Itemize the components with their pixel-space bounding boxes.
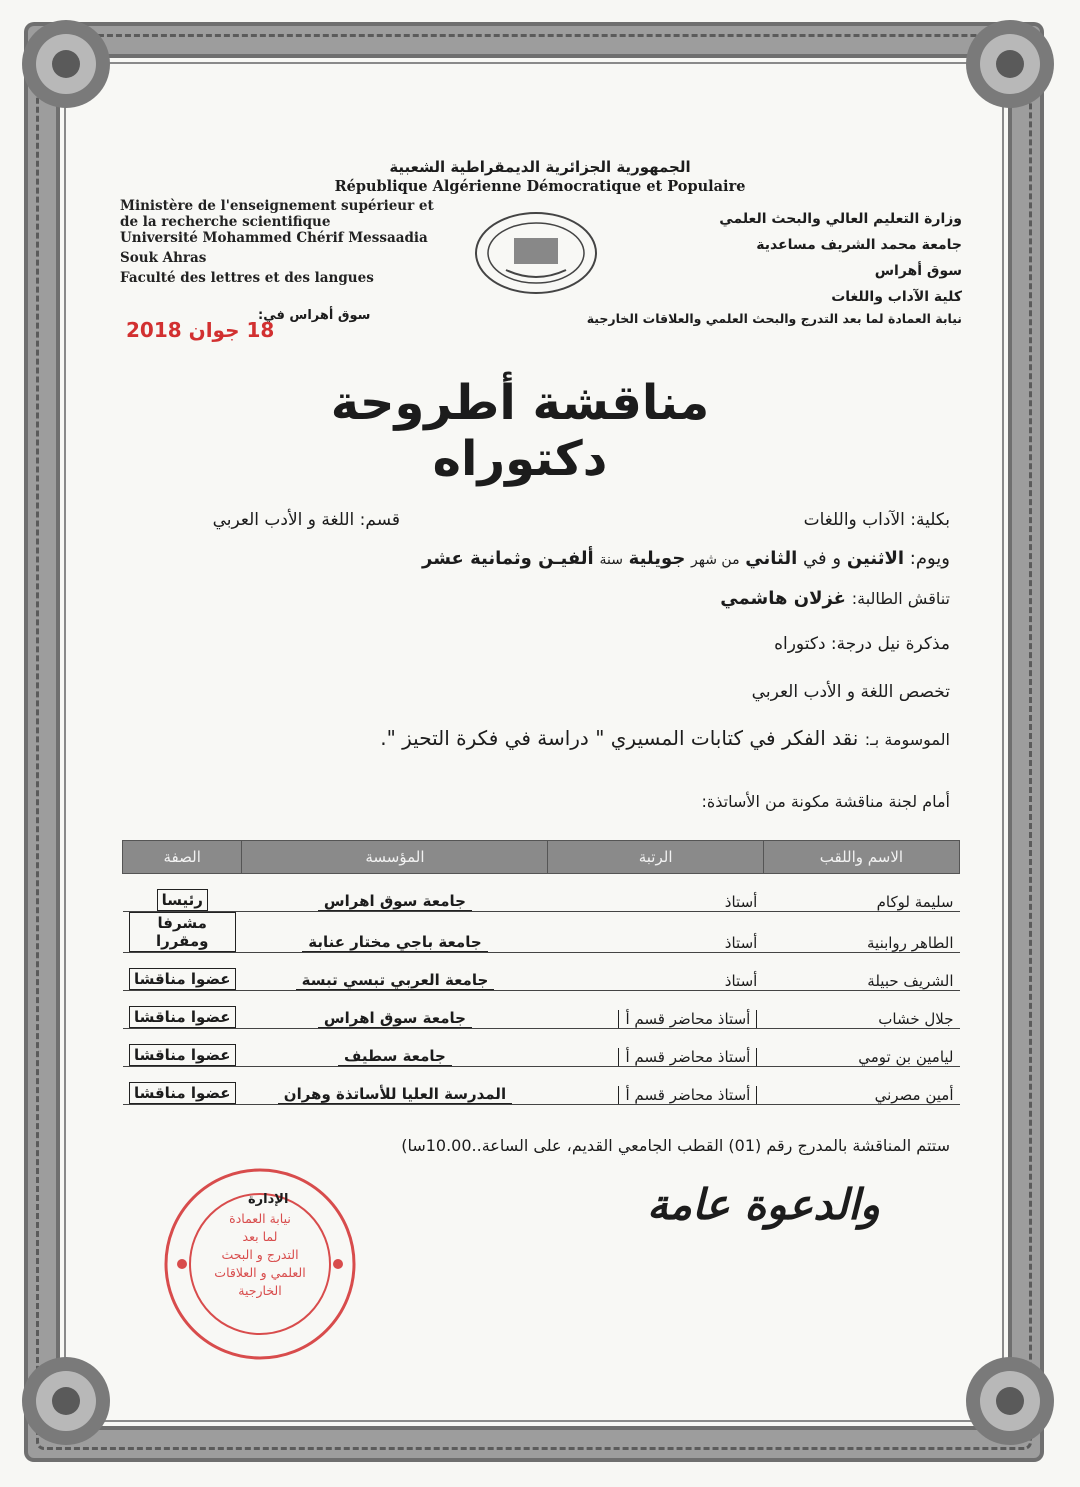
- header-line: كلية الآداب واللغات: [831, 289, 962, 305]
- month: جويلية: [628, 548, 686, 569]
- header-line: Faculté des lettres et des langues: [120, 270, 374, 286]
- faculty-line: بكلية: الآداب واللغات: [803, 510, 950, 530]
- member-rank: أستاذ: [548, 874, 763, 912]
- member-role: [123, 991, 242, 1029]
- institution-text: جامعة سوق اهراس: [318, 1009, 472, 1028]
- year: ألفيـن وثمانية عشر: [422, 548, 594, 569]
- table-row: [123, 912, 960, 953]
- year-prefix: سنة: [599, 552, 623, 568]
- table-row: [123, 991, 960, 1029]
- header-line: جامعة محمد الشريف مساعدية: [756, 237, 962, 253]
- member-name: جلال خشاب: [763, 991, 959, 1029]
- member-rank: [548, 1029, 763, 1067]
- frame-corner-ornament: [6, 4, 126, 124]
- stamp-text: [190, 1210, 330, 1300]
- role-text: عضوا مناقشا: [129, 1082, 236, 1104]
- defense-date-line: [190, 548, 950, 569]
- stamp-line: لما بعد: [242, 1229, 278, 1244]
- role-text: عضوا مناقشا: [129, 968, 236, 990]
- student-label: تناقش الطالبة:: [851, 589, 950, 608]
- member-role: [123, 874, 242, 912]
- month-prefix: من شهر: [691, 552, 740, 568]
- day-ordinal: الثاني: [745, 548, 798, 569]
- day: الاثنين: [846, 548, 905, 569]
- day-prefix: ويوم:: [909, 548, 950, 569]
- column-header: الاسم واللقب: [763, 841, 959, 874]
- degree-line: مذكرة نيل درجة: دكتوراه: [774, 634, 950, 654]
- thesis-label: الموسومة بـ:: [864, 730, 950, 749]
- frame-corner-ornament: [6, 1341, 126, 1461]
- member-name: سليمة لوكام: [763, 874, 959, 912]
- vice-dean-office: نيابة العمادة لما بعد التدرج والبحث العلمي والعلاقات الخارجية: [586, 311, 962, 326]
- member-name: الشريف حبيلة: [763, 953, 959, 991]
- member-institution: [242, 874, 548, 912]
- role-text: رئيسا: [157, 889, 208, 911]
- column-header: الرتبة: [548, 841, 763, 874]
- rank-text: أستاذ محاضر قسم أ: [618, 1048, 757, 1066]
- student-line: [450, 588, 950, 609]
- thesis-title: نقد الفكر في كتابات المسيري " دراسة في فكرة التحيز ".: [380, 726, 859, 750]
- table-row: [123, 1067, 960, 1105]
- date-label: سوق أهراس في:: [258, 308, 371, 323]
- student-name: غزلان هاشمي: [720, 588, 846, 609]
- republic-name-french: République Algérienne Démocratique et Populaire: [334, 178, 746, 195]
- institution-block-arabic: [662, 206, 962, 310]
- republic-name-arabic: الجمهورية الجزائرية الديمقراطية الشعبية: [389, 158, 691, 176]
- university-logo: [472, 208, 600, 298]
- member-role: [123, 1029, 242, 1067]
- member-rank: أستاذ: [548, 953, 763, 991]
- member-name: الطاهر روابنية: [763, 912, 959, 953]
- member-rank: أستاذ: [548, 912, 763, 953]
- column-header: الصفة: [123, 841, 242, 874]
- table-row: [123, 874, 960, 912]
- stamp-line: الخارجية: [238, 1283, 282, 1298]
- page-title: مناقشة أطروحة دكتوراه: [330, 375, 710, 487]
- header-line: de la recherche scientifique: [120, 214, 331, 230]
- administration-signature: الإدارة: [248, 1192, 289, 1207]
- header-line: سوق أهراس: [874, 263, 962, 279]
- stamp-line: نيابة العمادة: [229, 1211, 291, 1226]
- member-rank: [548, 991, 763, 1029]
- member-role: [123, 953, 242, 991]
- frame-corner-ornament: [950, 1341, 1070, 1461]
- role-text: عضوا مناقشا: [129, 1006, 236, 1028]
- invitation-text: والدعوة عامة: [646, 1180, 880, 1229]
- table-header-row: [123, 841, 960, 874]
- member-institution: [242, 1067, 548, 1105]
- frame-corner-ornament: [950, 4, 1070, 124]
- header-line: وزارة التعليم العالي والبحث العلمي: [719, 211, 962, 227]
- specialty-line: تخصص اللغة و الأدب العربي: [751, 682, 950, 702]
- member-role: [123, 1067, 242, 1105]
- institution-block-french: [120, 198, 480, 286]
- rank-text: أستاذ محاضر قسم أ: [618, 1086, 757, 1104]
- table-row: [123, 1029, 960, 1067]
- member-institution: [242, 912, 548, 953]
- thesis-line: [250, 726, 950, 750]
- committee-intro: أمام لجنة مناقشة مكونة من الأساتذة:: [701, 792, 950, 811]
- member-institution: [242, 1029, 548, 1067]
- table-row: [123, 953, 960, 991]
- department-line: قسم: اللغة و الأدب العربي: [212, 510, 400, 530]
- header-line: Souk Ahras: [120, 250, 207, 266]
- institution-text: جامعة سطيف: [338, 1047, 452, 1066]
- header-line: Université Mohammed Chérif Messaadia: [120, 230, 428, 246]
- day-connector: و في: [803, 548, 842, 569]
- member-name: أمين مصرني: [763, 1067, 959, 1105]
- header-line: Ministère de l'enseignement supérieur et: [120, 198, 434, 214]
- institution-text: جامعة باجي مختار عنابة: [302, 933, 487, 952]
- role-text: مشرفا ومقررا: [129, 912, 236, 952]
- stamp-line: التدرج و البحث: [221, 1247, 299, 1262]
- role-text: عضوا مناقشا: [129, 1044, 236, 1066]
- venue-line: ستتم المناقشة بالمدرج رقم (01) القطب الجامعي القديم، على الساعة..10.00سا): [401, 1136, 950, 1155]
- jury-table: [122, 840, 960, 1105]
- institution-text: المدرسة العليا للأساتذة وهران: [278, 1085, 512, 1104]
- date-value: 18 جوان 2018: [126, 318, 275, 342]
- member-institution: [242, 991, 548, 1029]
- rank-text: أستاذ محاضر قسم أ: [618, 1010, 757, 1028]
- institution-text: جامعة سوق اهراس: [318, 892, 472, 911]
- column-header: المؤسسة: [242, 841, 548, 874]
- stamp-line: العلمي و العلاقات: [214, 1265, 306, 1280]
- member-rank: [548, 1067, 763, 1105]
- member-role: [123, 912, 242, 953]
- member-name: ليامين بن تومي: [763, 1029, 959, 1067]
- member-institution: [242, 953, 548, 991]
- institution-text: جامعة العربي تبسي تبسة: [296, 971, 495, 990]
